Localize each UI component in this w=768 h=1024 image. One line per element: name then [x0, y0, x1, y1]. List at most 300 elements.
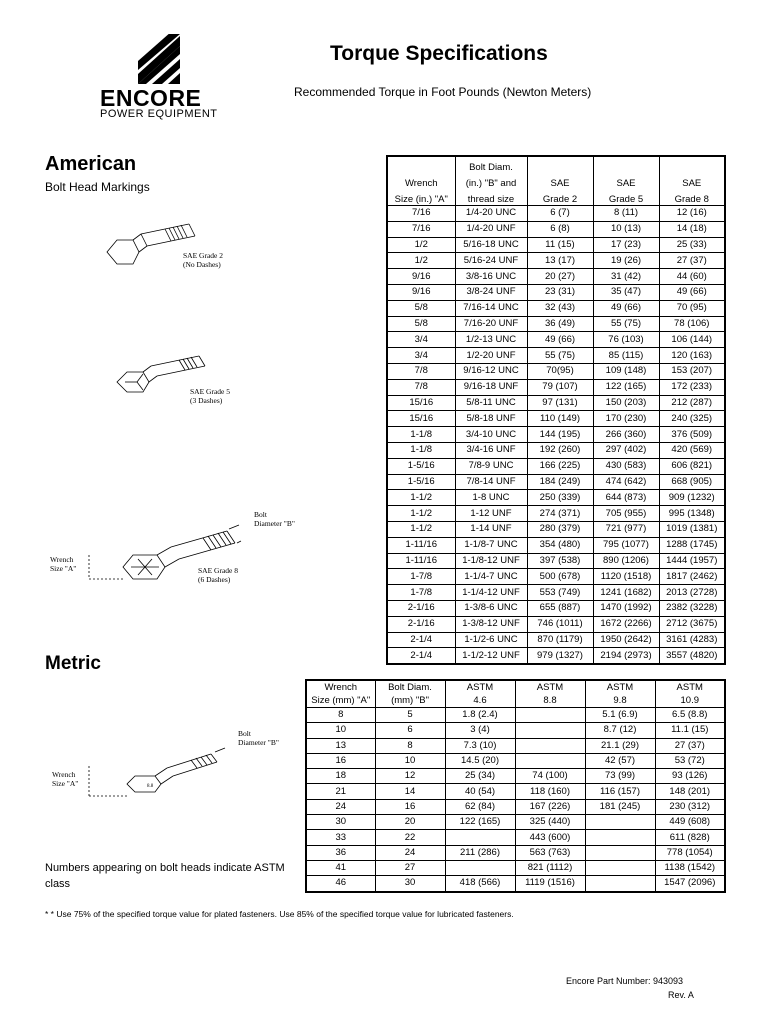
american-table-row	[387, 206, 725, 222]
table-cell: 19 (26)	[593, 253, 659, 269]
table-cell: 20 (27)	[527, 269, 593, 285]
table-cell: 240 (325)	[659, 411, 725, 427]
am-col-g2-h2: SAE	[527, 173, 593, 189]
table-cell: 1288 (1745)	[659, 537, 725, 553]
metric-table-row	[306, 830, 725, 845]
table-cell: 6.5 (8.8)	[655, 708, 725, 723]
table-cell: 1120 (1518)	[593, 569, 659, 585]
table-cell: 1-7/8	[387, 585, 455, 601]
sae-grade-5-label: SAE Grade 5 (3 Dashes)	[190, 387, 230, 405]
table-cell: 22	[375, 830, 445, 845]
table-cell: 1-1/2-6 UNC	[455, 632, 527, 648]
met-col-109-h1: ASTM	[655, 680, 725, 694]
table-cell: 70 (95)	[659, 300, 725, 316]
table-cell: 1444 (1957)	[659, 553, 725, 569]
table-cell: 76 (103)	[593, 332, 659, 348]
table-cell: 250 (339)	[527, 490, 593, 506]
american-table-row	[387, 237, 725, 253]
sae-grade-2-label: SAE Grade 2 (No Dashes)	[183, 251, 223, 269]
table-cell: 655 (887)	[527, 600, 593, 616]
page-subtitle: Recommended Torque in Foot Pounds (Newton Meters)	[294, 85, 592, 99]
table-cell: 7/16	[387, 221, 455, 237]
bolt-head-markings-label: Bolt Head Markings	[45, 180, 150, 194]
table-cell: 14.5 (20)	[445, 753, 515, 768]
table-cell: 376 (509)	[659, 427, 725, 443]
table-cell: 354 (480)	[527, 537, 593, 553]
table-cell: 1-1/8	[387, 442, 455, 458]
table-cell: 20	[375, 815, 445, 830]
table-cell: 5/8	[387, 316, 455, 332]
table-cell: 122 (165)	[593, 379, 659, 395]
table-cell: 2194 (2973)	[593, 648, 659, 664]
american-table-header	[387, 156, 725, 206]
table-cell: 1/2-13 UNC	[455, 332, 527, 348]
table-cell: 23 (31)	[527, 284, 593, 300]
table-cell: 1-3/8-12 UNF	[455, 616, 527, 632]
table-cell: 1-1/2-12 UNF	[455, 648, 527, 664]
table-cell: 6 (7)	[527, 206, 593, 222]
table-cell: 1-1/4-7 UNC	[455, 569, 527, 585]
table-cell: 1-3/8-6 UNC	[455, 600, 527, 616]
met-col-88-h1: ASTM	[515, 680, 585, 694]
am-col-g8-h3: Grade 8	[659, 189, 725, 206]
table-cell: 668 (905)	[659, 474, 725, 490]
table-cell: 5	[375, 708, 445, 723]
table-cell: 211 (286)	[445, 845, 515, 860]
met-col-98-h2: 9.8	[585, 694, 655, 708]
metric-table-row	[306, 723, 725, 738]
american-table-row	[387, 490, 725, 506]
table-cell: 7.3 (10)	[445, 738, 515, 753]
table-cell: 11 (15)	[527, 237, 593, 253]
table-cell: 74 (100)	[515, 769, 585, 784]
american-table-row	[387, 616, 725, 632]
table-cell: 1817 (2462)	[659, 569, 725, 585]
metric-table-row	[306, 845, 725, 860]
table-cell: 118 (160)	[515, 784, 585, 799]
table-cell: 46	[306, 876, 375, 892]
table-cell: 13 (17)	[527, 253, 593, 269]
table-cell: 97 (131)	[527, 395, 593, 411]
american-table-row	[387, 474, 725, 490]
table-cell: 1-11/16	[387, 537, 455, 553]
table-cell: 449 (608)	[655, 815, 725, 830]
table-cell: 778 (1054)	[655, 845, 725, 860]
table-cell: 7/16	[387, 206, 455, 222]
logo-tagline: POWER EQUIPMENT	[100, 108, 218, 120]
table-cell: 116 (157)	[585, 784, 655, 799]
met-col-wrench-h2: Size (mm) "A"	[306, 694, 375, 708]
metric-wrench-size-label: Wrench Size "A"	[52, 770, 79, 788]
table-cell: 166 (225)	[527, 458, 593, 474]
american-table-row	[387, 442, 725, 458]
american-table-row	[387, 648, 725, 664]
american-table-row	[387, 569, 725, 585]
table-cell: 420 (569)	[659, 442, 725, 458]
american-table-row	[387, 411, 725, 427]
table-cell: 15/16	[387, 411, 455, 427]
table-cell: 474 (642)	[593, 474, 659, 490]
table-cell: 30	[306, 815, 375, 830]
table-cell: 70(95)	[527, 363, 593, 379]
table-cell: 870 (1179)	[527, 632, 593, 648]
table-cell: 3 (4)	[445, 723, 515, 738]
am-col-g2-h1	[527, 156, 593, 173]
table-cell: 9/16	[387, 269, 455, 285]
table-cell: 6	[375, 723, 445, 738]
table-cell: 41	[306, 860, 375, 875]
american-table-row	[387, 395, 725, 411]
table-cell: 8	[306, 708, 375, 723]
table-cell: 10	[306, 723, 375, 738]
table-cell: 93 (126)	[655, 769, 725, 784]
metric-table-row	[306, 876, 725, 892]
table-cell: 1/2	[387, 237, 455, 253]
table-cell	[585, 830, 655, 845]
table-cell: 24	[375, 845, 445, 860]
table-cell: 611 (828)	[655, 830, 725, 845]
table-cell: 25 (34)	[445, 769, 515, 784]
table-cell: 3/4	[387, 332, 455, 348]
table-cell: 2013 (2728)	[659, 585, 725, 601]
table-cell: 167 (226)	[515, 799, 585, 814]
met-col-46-h1: ASTM	[445, 680, 515, 694]
metric-torque-table	[305, 679, 726, 893]
table-cell: 443 (600)	[515, 830, 585, 845]
table-cell	[515, 738, 585, 753]
table-cell: 3/4-10 UNC	[455, 427, 527, 443]
table-cell: 1/4-20 UNF	[455, 221, 527, 237]
metric-table-row	[306, 784, 725, 799]
table-cell: 10	[375, 753, 445, 768]
table-cell: 9/16	[387, 284, 455, 300]
table-cell: 10 (13)	[593, 221, 659, 237]
metric-bolt-diameter-label: Bolt Diameter "B"	[238, 729, 279, 747]
table-cell: 3/8-16 UNC	[455, 269, 527, 285]
table-cell: 14 (18)	[659, 221, 725, 237]
table-cell: 40 (54)	[445, 784, 515, 799]
metric-table-row	[306, 738, 725, 753]
table-cell: 1470 (1992)	[593, 600, 659, 616]
table-cell: 1672 (2266)	[593, 616, 659, 632]
am-col-g8-h1	[659, 156, 725, 173]
table-cell: 1-11/16	[387, 553, 455, 569]
metric-table-row	[306, 708, 725, 723]
table-cell: 1-1/8-7 UNC	[455, 537, 527, 553]
table-cell	[515, 723, 585, 738]
am-col-bolt-h3: thread size	[455, 189, 527, 206]
torque-footnote: * * Use 75% of the specified torque value for plated fasteners. Use 85% of the specified torque value for lubricated fasteners.	[45, 909, 514, 919]
table-cell: 5/8	[387, 300, 455, 316]
table-cell: 25 (33)	[659, 237, 725, 253]
am-col-wrench-h3: Size (in.) "A"	[387, 189, 455, 206]
table-cell: 17 (23)	[593, 237, 659, 253]
table-cell	[585, 815, 655, 830]
american-table-row	[387, 300, 725, 316]
metric-table-row	[306, 799, 725, 814]
table-cell: 995 (1348)	[659, 506, 725, 522]
am-col-g5-h2: SAE	[593, 173, 659, 189]
american-table-row	[387, 316, 725, 332]
american-heading: American	[45, 153, 137, 175]
table-cell: 3/4	[387, 348, 455, 364]
table-cell: 8.7 (12)	[585, 723, 655, 738]
table-cell: 13	[306, 738, 375, 753]
table-cell: 73 (99)	[585, 769, 655, 784]
american-table-row	[387, 253, 725, 269]
table-cell: 7/8	[387, 363, 455, 379]
table-cell: 5/8-11 UNC	[455, 395, 527, 411]
am-col-g5-h1	[593, 156, 659, 173]
table-cell: 1119 (1516)	[515, 876, 585, 892]
table-cell: 8	[375, 738, 445, 753]
table-cell: 79 (107)	[527, 379, 593, 395]
table-cell: 12 (16)	[659, 206, 725, 222]
table-cell: 230 (312)	[655, 799, 725, 814]
table-cell: 2-1/16	[387, 616, 455, 632]
table-cell: 1-1/2	[387, 506, 455, 522]
table-cell: 120 (163)	[659, 348, 725, 364]
table-cell: 16	[375, 799, 445, 814]
american-table-row	[387, 632, 725, 648]
metric-heading: Metric	[45, 653, 101, 674]
table-cell: 500 (678)	[527, 569, 593, 585]
table-cell: 148 (201)	[655, 784, 725, 799]
am-col-g5-h3: Grade 5	[593, 189, 659, 206]
table-cell: 979 (1327)	[527, 648, 593, 664]
table-cell: 909 (1232)	[659, 490, 725, 506]
table-cell: 7/8-14 UNF	[455, 474, 527, 490]
american-table-row	[387, 363, 725, 379]
table-cell: 644 (873)	[593, 490, 659, 506]
american-table-row	[387, 332, 725, 348]
american-table-row	[387, 553, 725, 569]
table-cell: 18	[306, 769, 375, 784]
table-cell: 11.1 (15)	[655, 723, 725, 738]
table-cell: 1-8 UNC	[455, 490, 527, 506]
met-col-88-h2: 8.8	[515, 694, 585, 708]
table-cell: 212 (287)	[659, 395, 725, 411]
table-cell: 32 (43)	[527, 300, 593, 316]
table-cell: 325 (440)	[515, 815, 585, 830]
table-cell: 1138 (1542)	[655, 860, 725, 875]
metric-table-body	[306, 708, 725, 892]
table-cell: 16	[306, 753, 375, 768]
american-table-row	[387, 506, 725, 522]
table-cell: 274 (371)	[527, 506, 593, 522]
sae-grade-8-label: SAE Grade 8 (6 Dashes)	[198, 566, 238, 584]
table-cell: 1547 (2096)	[655, 876, 725, 892]
am-col-wrench-h1	[387, 156, 455, 173]
table-cell	[585, 876, 655, 892]
met-col-46-h2: 4.6	[445, 694, 515, 708]
am-col-bolt-h1: Bolt Diam.	[455, 156, 527, 173]
table-cell	[445, 860, 515, 875]
american-table-row	[387, 585, 725, 601]
table-cell: 27 (37)	[655, 738, 725, 753]
american-wrench-size-label: Wrench Size "A"	[50, 555, 77, 573]
table-cell: 890 (1206)	[593, 553, 659, 569]
table-cell: 1/4-20 UNC	[455, 206, 527, 222]
table-cell: 266 (360)	[593, 427, 659, 443]
metric-table-row	[306, 815, 725, 830]
table-cell: 746 (1011)	[527, 616, 593, 632]
table-cell: 3557 (4820)	[659, 648, 725, 664]
american-table-row	[387, 284, 725, 300]
table-cell: 55 (75)	[593, 316, 659, 332]
table-cell: 55 (75)	[527, 348, 593, 364]
am-col-g2-h3: Grade 2	[527, 189, 593, 206]
table-cell: 110 (149)	[527, 411, 593, 427]
table-cell: 192 (260)	[527, 442, 593, 458]
table-cell	[445, 830, 515, 845]
am-col-g8-h2: SAE	[659, 173, 725, 189]
am-col-wrench-h2: Wrench	[387, 173, 455, 189]
table-cell: 1-1/2	[387, 490, 455, 506]
american-table-body	[387, 206, 725, 665]
table-cell: 62 (84)	[445, 799, 515, 814]
revision: Rev. A	[668, 990, 694, 1000]
american-table-row	[387, 221, 725, 237]
astm-class-note: Numbers appearing on bolt heads indicate ASTM class	[45, 862, 285, 890]
table-cell: 1-5/16	[387, 458, 455, 474]
table-cell: 36	[306, 845, 375, 860]
table-cell: 6 (8)	[527, 221, 593, 237]
table-cell: 5/8-18 UNF	[455, 411, 527, 427]
table-cell: 3/8-24 UNF	[455, 284, 527, 300]
american-table-row	[387, 379, 725, 395]
page-title: Torque Specifications	[330, 42, 548, 65]
table-cell: 33	[306, 830, 375, 845]
table-cell: 44 (60)	[659, 269, 725, 285]
table-cell: 795 (1077)	[593, 537, 659, 553]
american-table-row	[387, 348, 725, 364]
table-cell: 297 (402)	[593, 442, 659, 458]
table-cell: 181 (245)	[585, 799, 655, 814]
table-cell: 1950 (2642)	[593, 632, 659, 648]
metric-table-row	[306, 860, 725, 875]
table-cell	[585, 845, 655, 860]
table-cell: 2382 (3228)	[659, 600, 725, 616]
table-cell: 1-1/8-12 UNF	[455, 553, 527, 569]
table-cell: 53 (72)	[655, 753, 725, 768]
table-cell: 106 (144)	[659, 332, 725, 348]
metric-head-mark: 8.8	[147, 784, 154, 789]
table-cell: 9/16-18 UNF	[455, 379, 527, 395]
table-cell: 7/8-9 UNC	[455, 458, 527, 474]
table-cell: 7/16-20 UNF	[455, 316, 527, 332]
logo-wordmark: ENCORE	[100, 85, 202, 111]
table-cell	[585, 860, 655, 875]
table-cell: 2-1/4	[387, 632, 455, 648]
met-col-wrench-h1: Wrench	[306, 680, 375, 694]
table-cell: 2-1/16	[387, 600, 455, 616]
table-cell: 8 (11)	[593, 206, 659, 222]
table-cell: 397 (538)	[527, 553, 593, 569]
metric-table-row	[306, 769, 725, 784]
american-table-row	[387, 600, 725, 616]
table-cell: 1-5/16	[387, 474, 455, 490]
american-bolt-diameter-label: Bolt Diameter "B"	[254, 510, 295, 528]
met-col-109-h2: 10.9	[655, 694, 725, 708]
table-cell: 7/16-14 UNC	[455, 300, 527, 316]
table-cell: 2712 (3675)	[659, 616, 725, 632]
table-cell: 1-1/2	[387, 521, 455, 537]
american-table-row	[387, 521, 725, 537]
table-cell: 418 (566)	[445, 876, 515, 892]
table-cell: 280 (379)	[527, 521, 593, 537]
table-cell: 15/16	[387, 395, 455, 411]
table-cell: 2-1/4	[387, 648, 455, 664]
table-cell: 1-1/4-12 UNF	[455, 585, 527, 601]
table-cell: 170 (230)	[593, 411, 659, 427]
american-table-row	[387, 427, 725, 443]
table-cell: 109 (148)	[593, 363, 659, 379]
table-cell: 14	[375, 784, 445, 799]
met-col-bolt-h2: (mm) "B"	[375, 694, 445, 708]
table-cell: 27 (37)	[659, 253, 725, 269]
table-cell: 85 (115)	[593, 348, 659, 364]
table-cell: 5/16-24 UNF	[455, 253, 527, 269]
table-cell: 3161 (4283)	[659, 632, 725, 648]
table-cell: 3/4-16 UNF	[455, 442, 527, 458]
table-cell: 1-1/8	[387, 427, 455, 443]
american-torque-table	[386, 155, 726, 665]
table-cell: 12	[375, 769, 445, 784]
american-table-row	[387, 269, 725, 285]
table-cell: 5/16-18 UNC	[455, 237, 527, 253]
table-cell: 1-12 UNF	[455, 506, 527, 522]
am-col-bolt-h2: (in.) "B" and	[455, 173, 527, 189]
table-cell: 821 (1112)	[515, 860, 585, 875]
table-cell: 35 (47)	[593, 284, 659, 300]
met-col-98-h1: ASTM	[585, 680, 655, 694]
table-cell: 122 (165)	[445, 815, 515, 830]
table-cell: 1.8 (2.4)	[445, 708, 515, 723]
part-number: Encore Part Number: 943093	[566, 976, 684, 986]
table-cell	[515, 708, 585, 723]
table-cell: 78 (106)	[659, 316, 725, 332]
table-cell: 30	[375, 876, 445, 892]
table-cell: 49 (66)	[527, 332, 593, 348]
metric-table-row	[306, 753, 725, 768]
table-cell: 430 (583)	[593, 458, 659, 474]
table-cell: 144 (195)	[527, 427, 593, 443]
table-cell: 705 (955)	[593, 506, 659, 522]
table-cell: 1/2	[387, 253, 455, 269]
table-cell: 172 (233)	[659, 379, 725, 395]
table-cell: 553 (749)	[527, 585, 593, 601]
table-cell: 721 (977)	[593, 521, 659, 537]
metric-table-header	[306, 680, 725, 708]
table-cell: 150 (203)	[593, 395, 659, 411]
table-cell: 1/2-20 UNF	[455, 348, 527, 364]
table-cell: 49 (66)	[593, 300, 659, 316]
met-col-bolt-h1: Bolt Diam.	[375, 680, 445, 694]
encore-logo	[96, 34, 231, 120]
table-cell: 42 (57)	[585, 753, 655, 768]
table-cell: 184 (249)	[527, 474, 593, 490]
table-cell: 31 (42)	[593, 269, 659, 285]
table-cell: 1-14 UNF	[455, 521, 527, 537]
table-cell: 1241 (1682)	[593, 585, 659, 601]
table-cell: 27	[375, 860, 445, 875]
table-cell: 606 (821)	[659, 458, 725, 474]
american-table-row	[387, 458, 725, 474]
table-cell: 7/8	[387, 379, 455, 395]
table-cell: 5.1 (6.9)	[585, 708, 655, 723]
table-cell: 1019 (1381)	[659, 521, 725, 537]
